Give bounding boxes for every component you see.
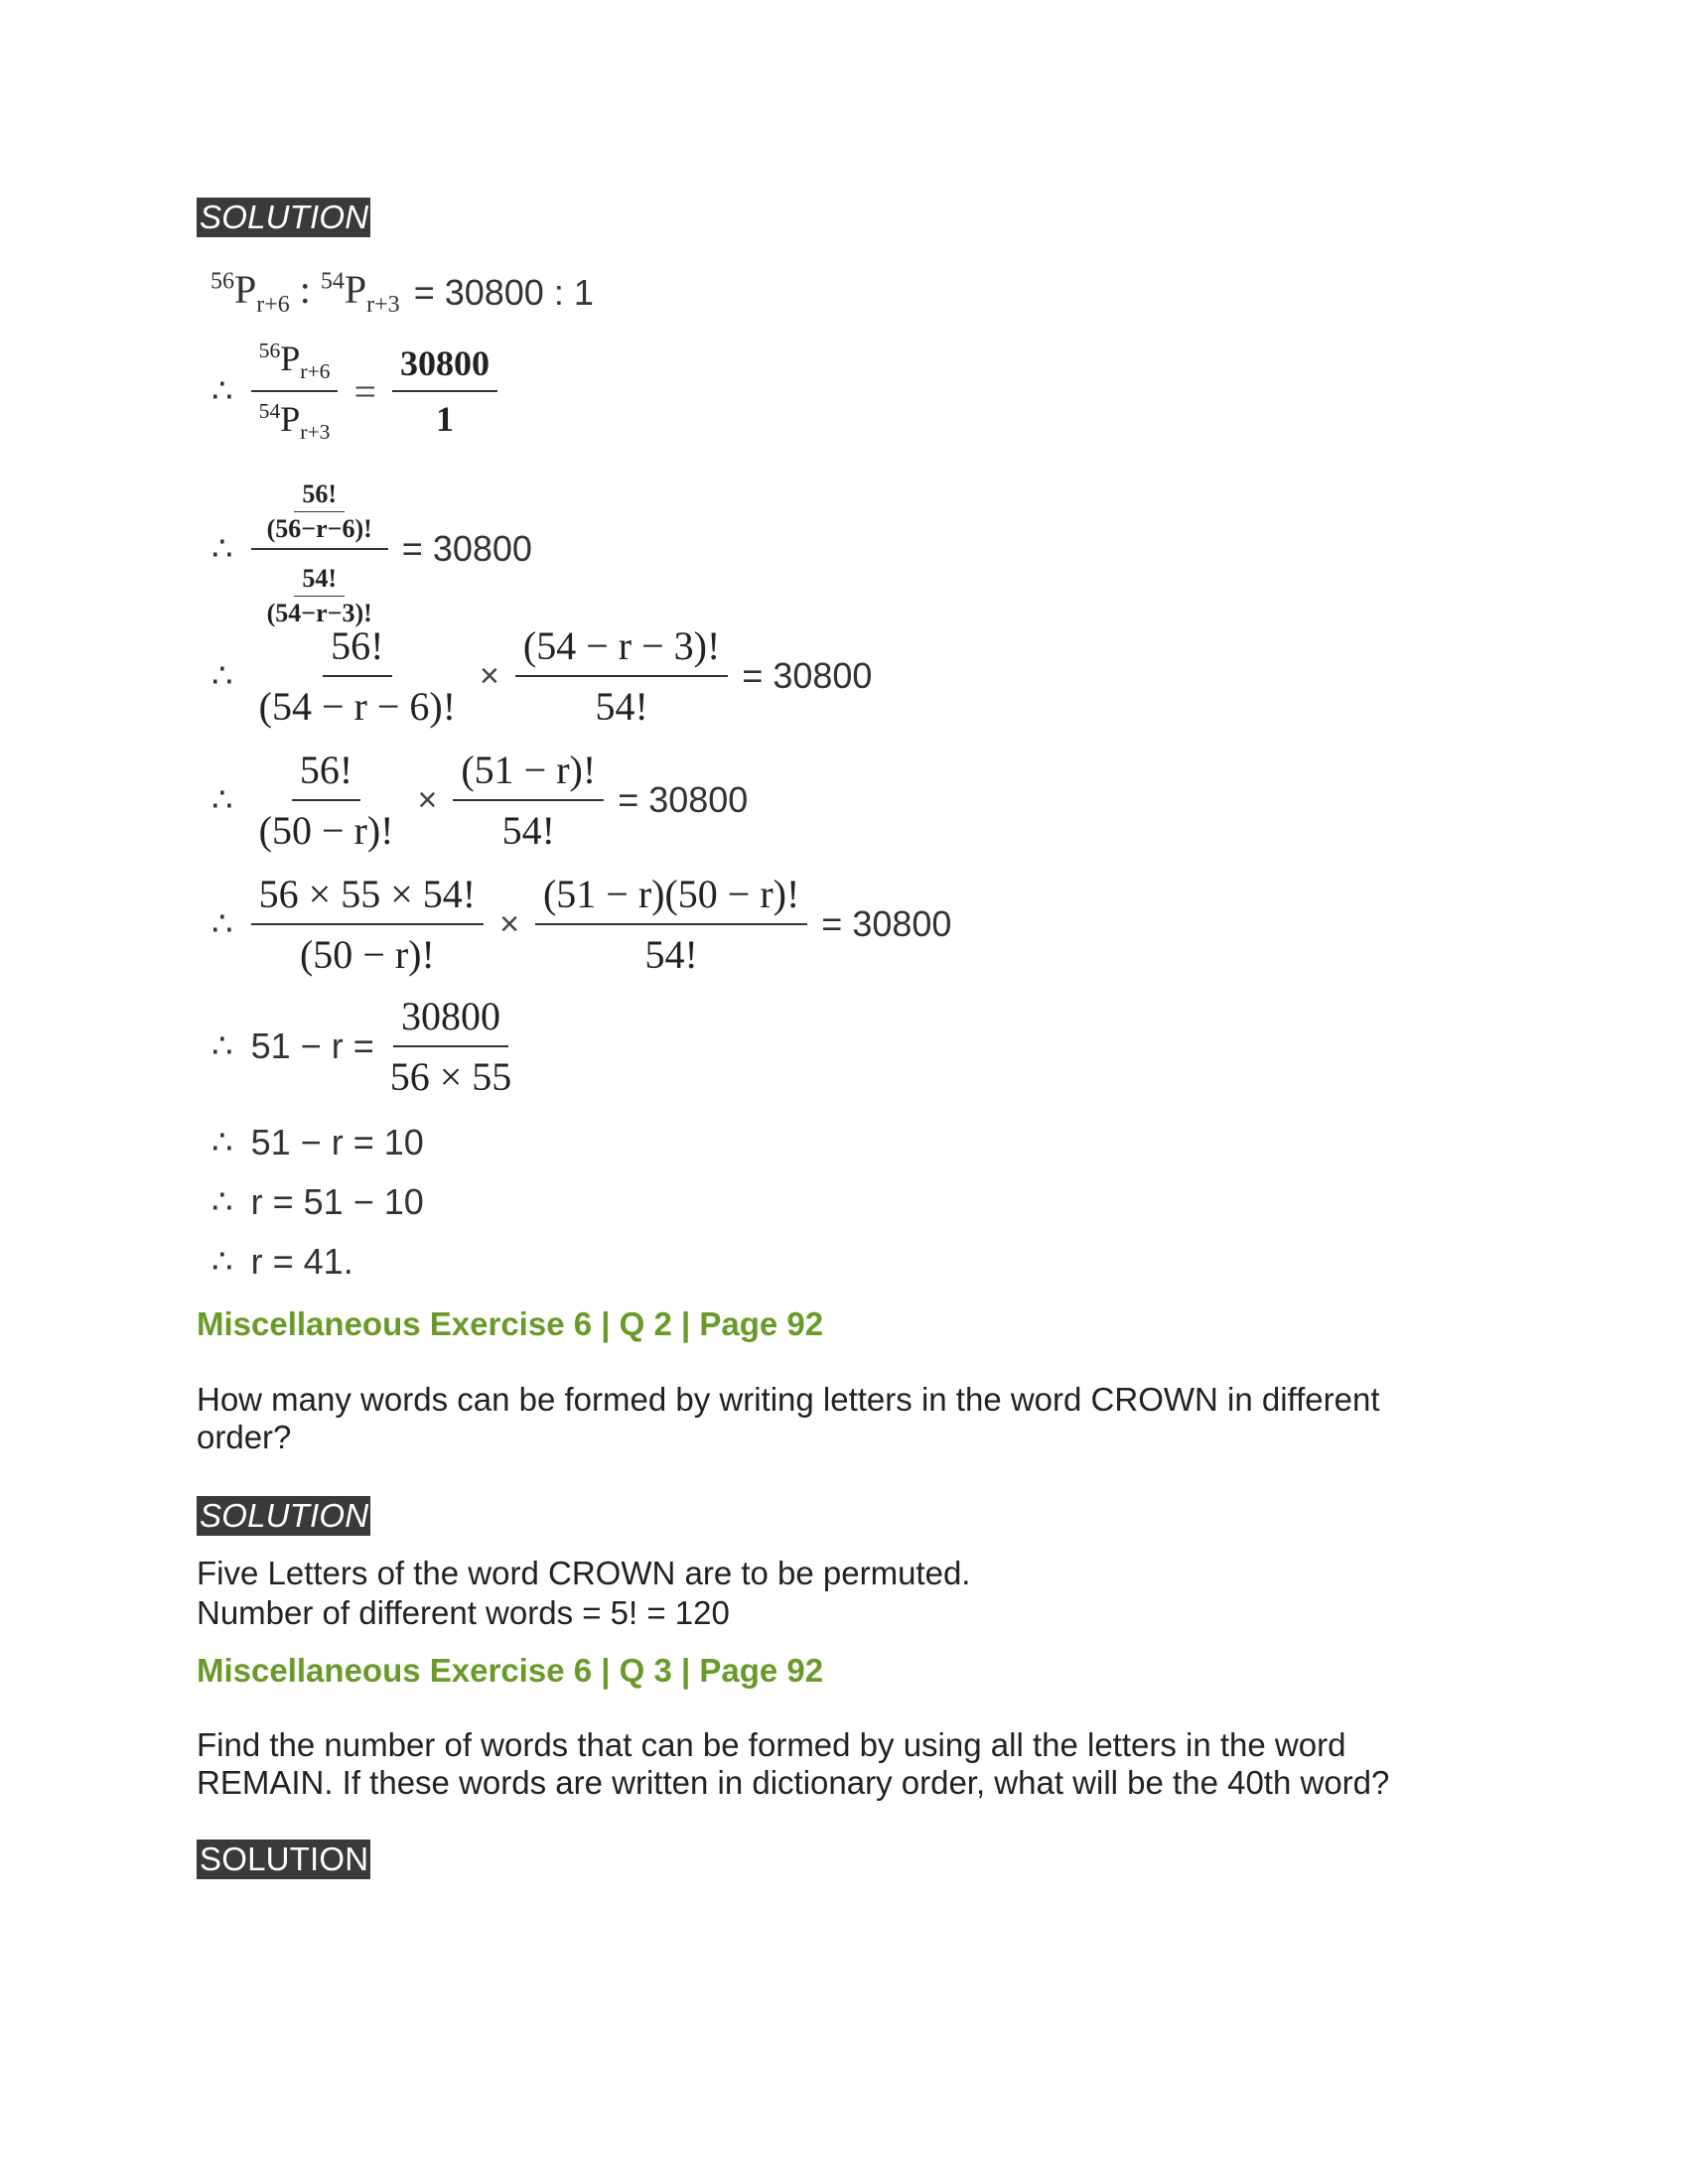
therefore-symbol: ∴	[211, 530, 233, 568]
fraction-factorial-a: $\frac{56!}{(54 - r - 6)!}$	[258, 623, 457, 729]
fraction-factorial-b: $\frac{(51 - r)(50 - r)!}{54!}$	[535, 871, 807, 978]
equation-line-4	[211, 622, 872, 730]
compound-fraction: $\frac{\frac{56!}{(56-r-6)!}}{\frac{54!}{(54-r-3)!}}$	[251, 470, 388, 628]
equation-line-5	[211, 747, 748, 854]
therefore-symbol: ∴	[211, 1027, 233, 1065]
therefore-symbol: ∴	[211, 905, 233, 943]
fraction-factorial-b: $\frac{(51 - r)!}{54!}$	[453, 747, 604, 854]
equation-value: = 30800	[401, 528, 532, 569]
therefore-symbol: ∴	[211, 1243, 233, 1281]
equation-line-2	[211, 338, 497, 445]
times-sign: ×	[417, 780, 438, 819]
question-heading-q3: Miscellaneous Exercise 6 | Q 3 | Page 92	[197, 1652, 824, 1689]
question-text-q3: Find the number of words that can be formed by using all the letters in the word REMAIN. If these words are written in dictionary order, what will be the 40th word?	[197, 1726, 1390, 1801]
equation-text: r = 41.	[250, 1241, 353, 1282]
answer-line-2: Number of different words = 5! = 120	[197, 1594, 730, 1631]
equation-line-9	[211, 1181, 424, 1223]
fraction-factorial-a: $\frac{56 \times 55 \times 54!}{(50 - r)!}$	[251, 871, 484, 978]
fraction-factorial-b: $\frac{(54 - r - 3)!}{54!}$	[515, 622, 728, 730]
times-sign: ×	[499, 904, 519, 943]
solution-badge: SOLUTION	[197, 1496, 370, 1536]
permutation-ratio: $^{56}P_{r+6}$ : $^{54}P_{r+3}$	[211, 267, 400, 318]
solution-badge: SOLUTION	[197, 1840, 370, 1879]
equation-text: r = 51 − 10	[250, 1181, 424, 1222]
fraction-permutations: $\frac{^{56}P_{r+6}}{^{54}P_{r+3}}$	[251, 338, 339, 445]
answer-line-1: Five Letters of the word CROWN are to be permuted.	[197, 1555, 971, 1591]
equation-line-1	[211, 266, 594, 319]
equation-line-3	[211, 470, 532, 628]
equals-sign: =	[353, 368, 376, 414]
equation-line-7	[211, 993, 519, 1100]
question-text-q2: How many words can be formed by writing letters in the word CROWN in different order?	[197, 1381, 1380, 1455]
equation-lhs: 51 − r =	[250, 1025, 374, 1066]
equation-value: = 30800	[742, 655, 873, 696]
equation-line-6	[211, 871, 951, 978]
therefore-symbol: ∴	[211, 1124, 233, 1161]
equation-value: = 30800	[618, 779, 749, 820]
therefore-symbol: ∴	[211, 1183, 233, 1221]
times-sign: ×	[480, 656, 499, 695]
fraction-factorial-a: $\frac{56!}{(50 - r)!}$	[258, 748, 394, 853]
fraction-value: $\frac{30800}{1}$	[392, 342, 497, 440]
equation-line-10	[211, 1241, 353, 1283]
therefore-symbol: ∴	[211, 657, 233, 695]
solution-badge: SOLUTION	[197, 198, 370, 237]
equation-text: 51 − r = 10	[250, 1122, 424, 1162]
equation-value: = 30800	[821, 903, 952, 944]
question-heading-q2: Miscellaneous Exercise 6 | Q 2 | Page 92	[197, 1305, 824, 1342]
fraction-value: $\frac{30800}{56 \times 55}$	[389, 994, 512, 1099]
equation-value: = 30800 : 1	[413, 271, 594, 313]
therefore-symbol: ∴	[211, 781, 233, 819]
therefore-symbol: ∴	[211, 372, 233, 411]
equation-line-8	[211, 1122, 424, 1163]
